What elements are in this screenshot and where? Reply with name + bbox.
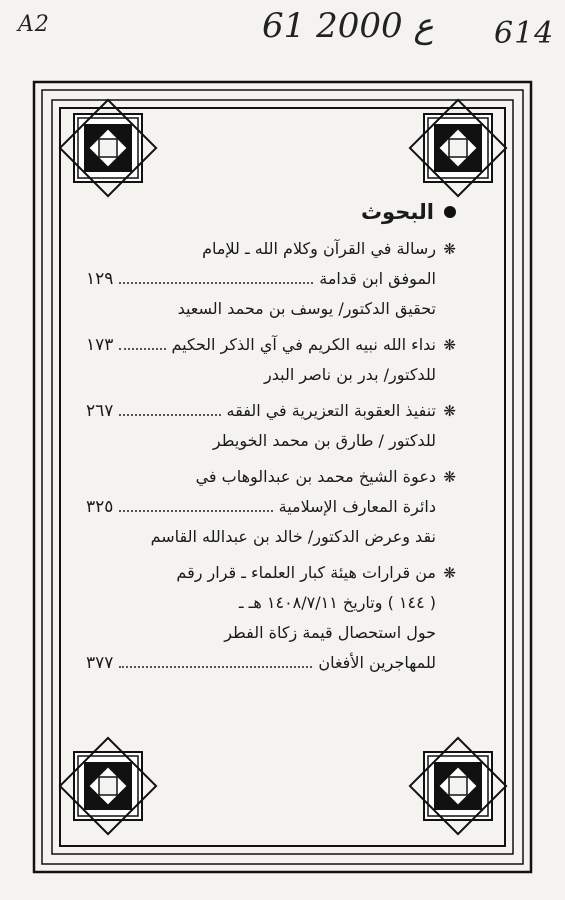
entry-text: للدكتور / طارق بن محمد الخويطر (212, 431, 436, 450)
list-item (86, 462, 456, 552)
entry-line (86, 426, 456, 456)
entry-line (86, 522, 456, 552)
page-number: ١٢٩ (86, 269, 114, 289)
corner-ornament-bottom-left (60, 738, 156, 834)
list-item (86, 396, 456, 456)
entry-text: من قرارات هيئة كبار العلماء ـ قرار رقم (176, 563, 436, 582)
asterisk-icon: ❋ (443, 402, 456, 420)
leader-dots (119, 268, 313, 284)
entry-line (86, 492, 456, 522)
page-number: ٣٧٧ (86, 653, 114, 673)
asterisk-icon: ❋ (443, 564, 456, 582)
leader-dots (119, 496, 272, 512)
page-number: ٢٦٧ (86, 401, 114, 421)
entry-text: تحقيق الدكتور/ يوسف بن محمد السعيد (177, 299, 436, 318)
corner-ornament-bottom-right (410, 738, 506, 834)
entries-list (86, 234, 456, 678)
corner-ornament-top-right (410, 100, 506, 196)
list-item (86, 558, 456, 678)
section-heading (86, 200, 456, 224)
table-of-contents (86, 200, 456, 684)
entry-text: دائرة المعارف الإسلامية (278, 497, 436, 516)
entry-text: تنفيذ العقوبة التعزيرية في الفقه (226, 401, 436, 420)
asterisk-icon: ❋ (443, 240, 456, 258)
entry-text: نداء الله نبيه الكريم في آي الذكر الحكيم (171, 335, 436, 354)
entry-line (86, 330, 456, 360)
entry-line (86, 648, 456, 678)
page-number: ١٧٣ (86, 335, 114, 355)
entry-text: للدكتور/ بدر بن ناصر البدر (264, 365, 436, 384)
list-item (86, 234, 456, 324)
list-item (86, 330, 456, 390)
handwritten-note-right: 614 (494, 16, 555, 51)
entry-line (86, 234, 456, 264)
entry-line (86, 360, 456, 390)
leader-dots (119, 652, 312, 668)
handwritten-note-middle: 61 ع 2000 (262, 6, 434, 46)
entry-text: حول استحصال قيمة زكاة الفطر (224, 623, 436, 642)
entry-text: رسالة في القرآن وكلام الله ـ للإمام (202, 239, 436, 258)
entry-text: الموفق ابن قدامة (319, 269, 436, 288)
entry-text: ( ١٤٤ ) وتاريخ ١٤٠٨/٧/١١ هـ ـ (238, 593, 436, 612)
section-title: البحوث (360, 200, 434, 224)
entry-text: للمهاجرين الأفغان (318, 653, 436, 672)
asterisk-icon: ❋ (443, 468, 456, 486)
leader-dots (119, 334, 165, 350)
corner-ornament-top-left (60, 100, 156, 196)
entry-line (86, 294, 456, 324)
entry-text: دعوة الشيخ محمد بن عبدالوهاب في (195, 467, 436, 486)
entry-line (86, 618, 456, 648)
entry-line (86, 264, 456, 294)
entry-line (86, 558, 456, 588)
page-number: ٣٢٥ (86, 497, 114, 517)
leader-dots (119, 400, 220, 416)
entry-line (86, 588, 456, 618)
entry-line (86, 462, 456, 492)
asterisk-icon: ❋ (443, 336, 456, 354)
bullet-icon (444, 206, 456, 218)
handwritten-note-left: A2 (18, 12, 50, 37)
entry-text: نقد وعرض الدكتور/ خالد بن عبدالله القاسم (150, 527, 436, 546)
entry-line (86, 396, 456, 426)
